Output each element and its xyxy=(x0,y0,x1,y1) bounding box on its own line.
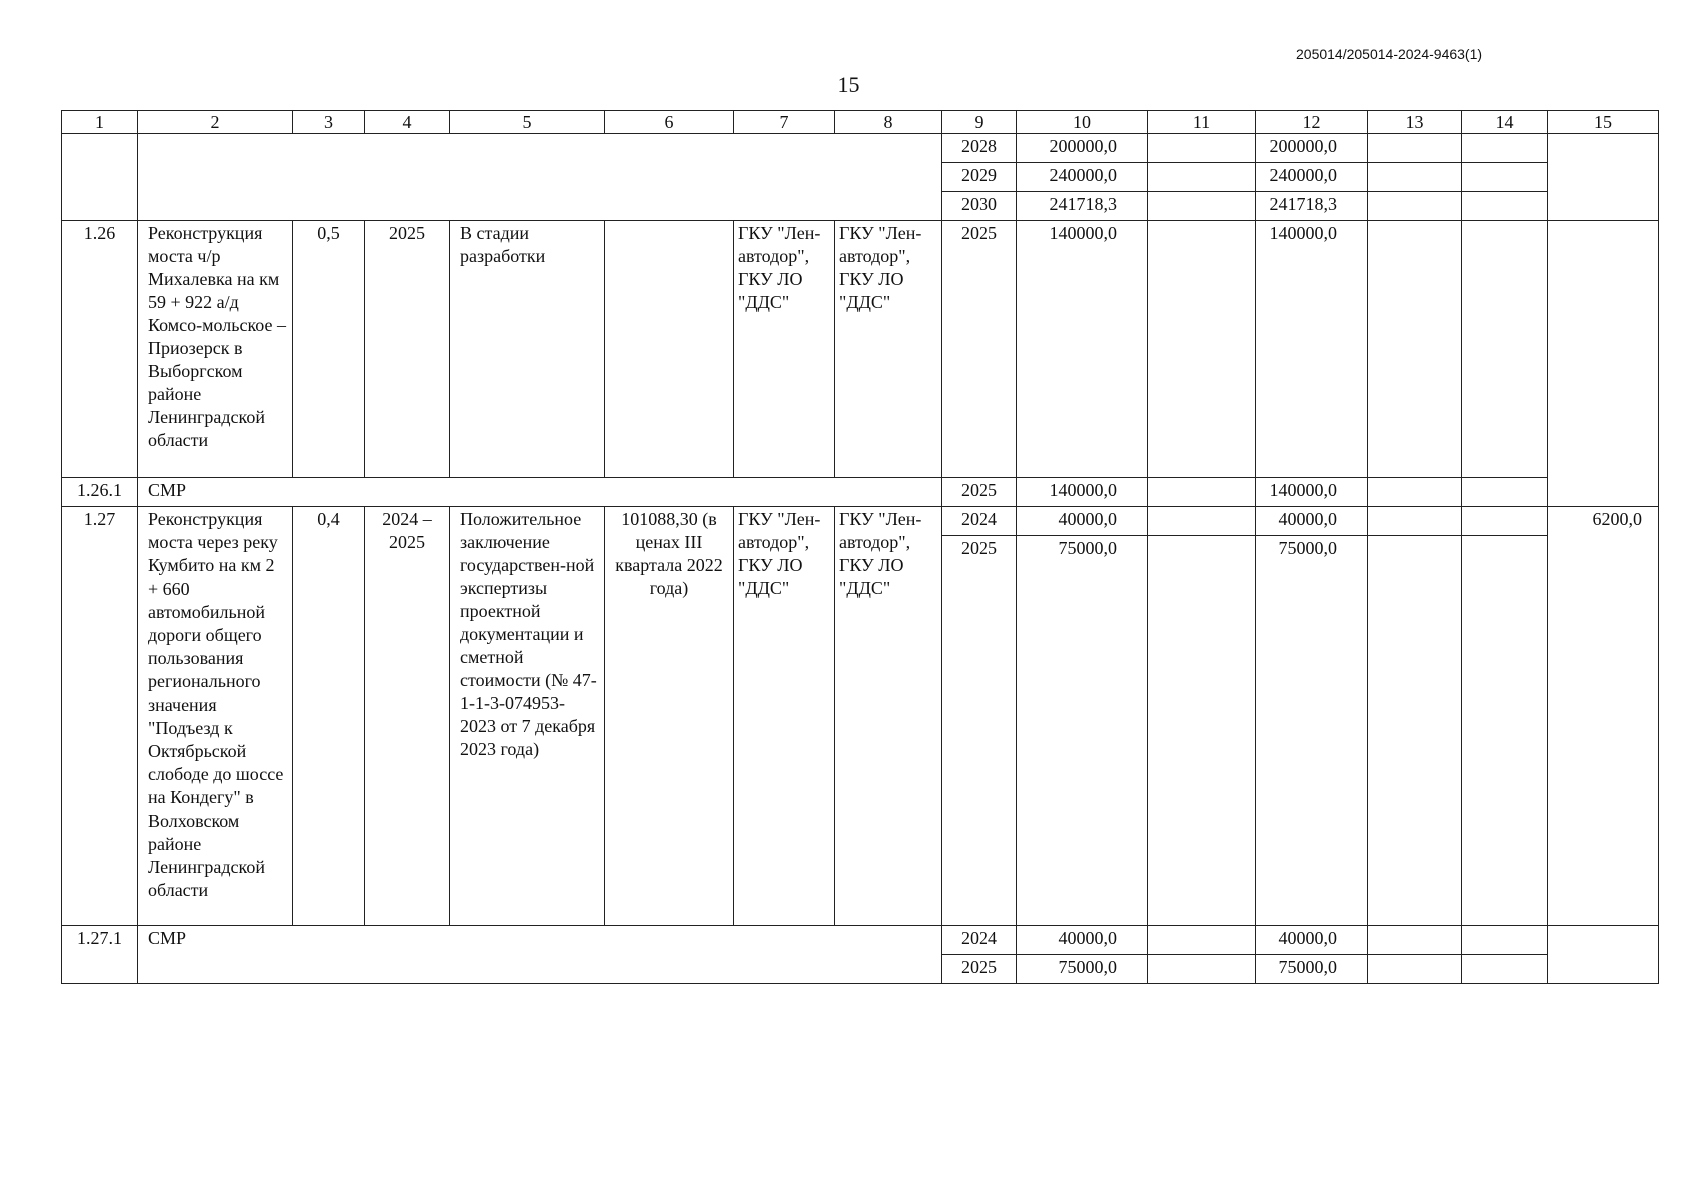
cell-year: 2025 xyxy=(942,536,1017,926)
col-header: 3 xyxy=(293,111,365,134)
cell-year: 2025 xyxy=(942,478,1017,507)
cell-col10: 75000,0 xyxy=(1017,536,1148,926)
table-row-1-26-1 xyxy=(62,478,1659,507)
cell-col10: 40000,0 xyxy=(1017,926,1148,955)
cell-object-name: Реконструкция моста ч/р Михалевка на км 59 + 922 а/д Комсо-мольское – Приозерск в Выборгском районе Ленинградской области xyxy=(138,221,293,478)
cell-item-number: 1.27 xyxy=(62,507,138,926)
cell-year: 2025 xyxy=(942,955,1017,984)
cell-col3: 0,5 xyxy=(293,221,365,478)
cell-empty xyxy=(62,134,138,221)
page-number: 15 xyxy=(837,72,860,97)
cell-col13 xyxy=(1368,221,1462,478)
cell-col14 xyxy=(1462,192,1548,221)
table-row-1-27 xyxy=(62,507,1659,536)
cell-col11 xyxy=(1148,134,1256,163)
col-header: 12 xyxy=(1256,111,1368,134)
table-row xyxy=(62,134,1659,163)
cell-col8: ГКУ "Лен-автодор", ГКУ ЛО "ДДС" xyxy=(835,221,942,478)
col-header: 15 xyxy=(1548,111,1659,134)
cell-col10: 40000,0 xyxy=(1017,507,1148,536)
cell-work-type: СМР xyxy=(138,478,942,507)
cell-year: 2030 xyxy=(942,192,1017,221)
cell-col13 xyxy=(1368,134,1462,163)
investment-table xyxy=(61,110,1659,984)
col-header: 11 xyxy=(1148,111,1256,134)
cell-year: 2028 xyxy=(942,134,1017,163)
cell-col12: 40000,0 xyxy=(1256,926,1368,955)
cell-col12: 241718,3 xyxy=(1256,192,1368,221)
cell-col10: 200000,0 xyxy=(1017,134,1148,163)
cell-object-name: Реконструкция моста через реку Кумбито на км 2 + 660 автомобильной дороги общего пользования регионального значения "Подъезд к Октябрьской слободе до шоссе на Кондегу" в Волховском районе Ленинградской области xyxy=(138,507,293,926)
cell-col14 xyxy=(1462,134,1548,163)
col-header: 7 xyxy=(734,111,835,134)
col-header: 9 xyxy=(942,111,1017,134)
cell-col3: 0,4 xyxy=(293,507,365,926)
col-header: 10 xyxy=(1017,111,1148,134)
cell-col15 xyxy=(1548,134,1659,221)
cell-col15 xyxy=(1548,926,1659,984)
cell-col12: 240000,0 xyxy=(1256,163,1368,192)
cell-col13 xyxy=(1368,163,1462,192)
cell-col5: Положительное заключение государствен-ной экспертизы проектной документации и сметной стоимости (№ 47-1-1-3-074953-2023 от 7 декабря 2023 года) xyxy=(450,507,605,926)
cell-col11 xyxy=(1148,536,1256,926)
cell-col10: 240000,0 xyxy=(1017,163,1148,192)
cell-empty xyxy=(138,134,942,221)
cell-item-number: 1.26 xyxy=(62,221,138,478)
cell-col11 xyxy=(1148,507,1256,536)
cell-item-number: 1.27.1 xyxy=(62,926,138,984)
cell-col15: 6200,0 xyxy=(1548,507,1659,926)
col-header: 8 xyxy=(835,111,942,134)
cell-col10: 241718,3 xyxy=(1017,192,1148,221)
cell-col11 xyxy=(1148,192,1256,221)
cell-col14 xyxy=(1462,478,1548,507)
cell-col13 xyxy=(1368,926,1462,955)
col-header: 2 xyxy=(138,111,293,134)
cell-col13 xyxy=(1368,192,1462,221)
table-row-1-26 xyxy=(62,221,1659,478)
cell-col5: В стадии разработки xyxy=(450,221,605,478)
cell-col12: 75000,0 xyxy=(1256,536,1368,926)
cell-col11 xyxy=(1148,478,1256,507)
col-header: 1 xyxy=(62,111,138,134)
cell-year: 2024 xyxy=(942,507,1017,536)
col-header: 13 xyxy=(1368,111,1462,134)
cell-col11 xyxy=(1148,221,1256,478)
cell-year: 2025 xyxy=(942,221,1017,478)
cell-col14 xyxy=(1462,163,1548,192)
cell-col4: 2024 – 2025 xyxy=(365,507,450,926)
document-code: 205014/205014-2024-9463(1) xyxy=(1296,46,1483,62)
cell-col12: 140000,0 xyxy=(1256,221,1368,478)
cell-item-number: 1.26.1 xyxy=(62,478,138,507)
cell-col12: 200000,0 xyxy=(1256,134,1368,163)
cell-col7: ГКУ "Лен-автодор", ГКУ ЛО "ДДС" xyxy=(734,507,835,926)
col-header: 14 xyxy=(1462,111,1548,134)
cell-col11 xyxy=(1148,955,1256,984)
cell-col13 xyxy=(1368,955,1462,984)
col-header: 4 xyxy=(365,111,450,134)
cell-col12: 140000,0 xyxy=(1256,478,1368,507)
cell-col8: ГКУ "Лен-автодор", ГКУ ЛО "ДДС" xyxy=(835,507,942,926)
cell-col12: 40000,0 xyxy=(1256,507,1368,536)
cell-col14 xyxy=(1462,926,1548,955)
cell-year: 2024 xyxy=(942,926,1017,955)
cell-col14 xyxy=(1462,536,1548,926)
cell-col11 xyxy=(1148,926,1256,955)
col-header: 6 xyxy=(605,111,734,134)
cell-col14 xyxy=(1462,507,1548,536)
cell-col12: 75000,0 xyxy=(1256,955,1368,984)
cell-col10: 75000,0 xyxy=(1017,955,1148,984)
col-header: 5 xyxy=(450,111,605,134)
cell-year: 2029 xyxy=(942,163,1017,192)
cell-col13 xyxy=(1368,507,1462,536)
cell-col10: 140000,0 xyxy=(1017,478,1148,507)
cell-col6: 101088,30 (в ценах III квартала 2022 года) xyxy=(605,507,734,926)
cell-col15 xyxy=(1548,221,1659,507)
cell-col11 xyxy=(1148,163,1256,192)
cell-col13 xyxy=(1368,536,1462,926)
cell-col10: 140000,0 xyxy=(1017,221,1148,478)
cell-col13 xyxy=(1368,478,1462,507)
cell-col4: 2025 xyxy=(365,221,450,478)
table-row-1-27-1 xyxy=(62,926,1659,955)
cell-col14 xyxy=(1462,221,1548,478)
column-number-row xyxy=(62,111,1659,134)
cell-work-type: СМР xyxy=(138,926,942,984)
cell-col14 xyxy=(1462,955,1548,984)
cell-col7: ГКУ "Лен-автодор", ГКУ ЛО "ДДС" xyxy=(734,221,835,478)
cell-col6 xyxy=(605,221,734,478)
